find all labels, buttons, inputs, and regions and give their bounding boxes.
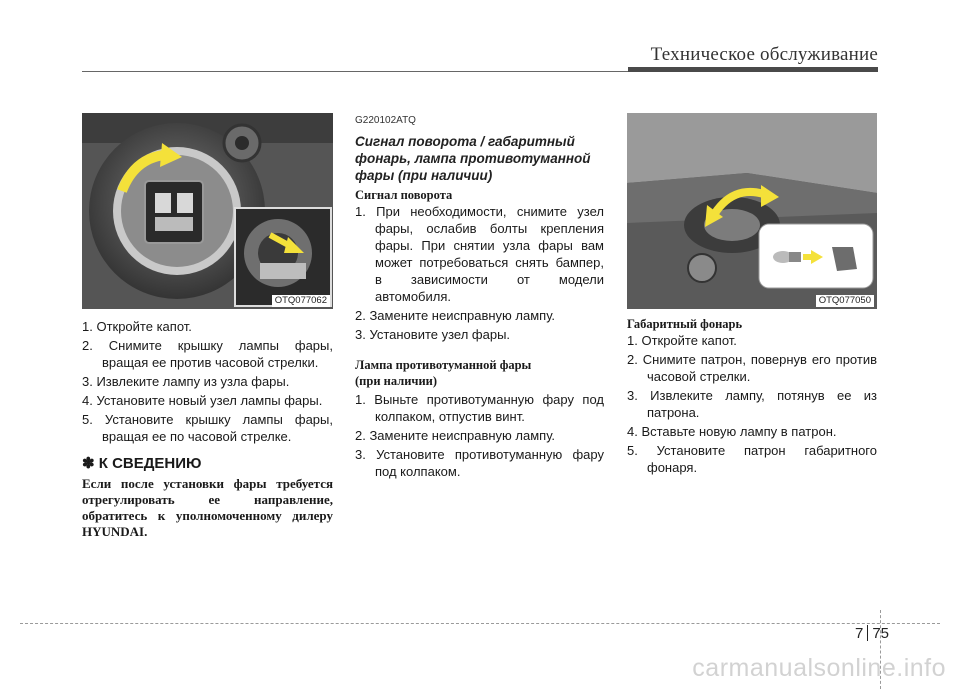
notice-heading bbox=[82, 455, 333, 472]
page-number bbox=[855, 625, 889, 642]
headlamp-steps bbox=[82, 318, 333, 445]
chapter-number: 7 bbox=[855, 625, 864, 642]
position-lamp-photo bbox=[627, 113, 877, 309]
list-item: 5. Установите крышку лампы фары, вращая ее по часовой стрелке. bbox=[82, 412, 333, 444]
list-item: 4. Установите новый узел лампы фары. bbox=[82, 393, 323, 408]
notice-text: Если после установки фары требуется отрегулировать ее направление, обратитесь к уполномоченному дилеру HYUNDAI. bbox=[82, 476, 333, 539]
page-number-separator bbox=[867, 625, 868, 641]
turn-signal-steps bbox=[355, 203, 604, 343]
list-item: 3. Извлеките лампу, потянув ее из патрона. bbox=[627, 388, 877, 420]
column-position-lamp bbox=[627, 316, 877, 478]
position-lamp-steps bbox=[627, 332, 877, 476]
section-code: G220102ATQ bbox=[355, 115, 416, 126]
headlamp-photo bbox=[82, 113, 333, 309]
photo-caption: OTQ077062 bbox=[272, 295, 330, 307]
list-item: 2. Снимите патрон, повернув его против часовой стрелки. bbox=[627, 352, 877, 384]
column-headlamp-steps bbox=[82, 318, 333, 540]
fog-lamp-steps bbox=[355, 391, 604, 480]
column-turn-signal bbox=[355, 112, 604, 482]
photo-caption: OTQ077050 bbox=[816, 295, 874, 307]
list-item: 2. Снимите крышку лампы фары, вращая ее против часовой стрелки. bbox=[82, 338, 333, 370]
list-item: 1. Выньте противотуманную фару под колпаком, отпустив винт. bbox=[355, 392, 604, 424]
watermark: carmanualsonline.info bbox=[692, 654, 946, 682]
list-item: 1. Откройте капот. bbox=[82, 319, 192, 334]
list-item: 3. Извлеките лампу из узла фары. bbox=[82, 374, 290, 389]
headlamp-illustration bbox=[82, 113, 333, 309]
subheading-line: Лампа противотуманной фары bbox=[355, 358, 532, 372]
list-item: 4. Вставьте новую лампу в патрон. bbox=[627, 424, 837, 439]
list-item: 5. Установите патрон габаритного фонаря. bbox=[627, 443, 877, 475]
subheading-turn-signal: Сигнал поворота bbox=[355, 188, 453, 202]
page-number-value: 75 bbox=[872, 625, 890, 642]
notice-title: К СВЕДЕНИЮ bbox=[98, 455, 202, 472]
subheading-fog-lamp bbox=[355, 357, 604, 389]
section-heading: Сигнал поворота / габаритный фонарь, лампа противотуманной фары (при наличии) bbox=[355, 134, 591, 183]
list-item: 2. Замените неисправную лампу. bbox=[355, 428, 556, 443]
list-item: 3. Установите узел фары. bbox=[355, 327, 511, 342]
footer-rule bbox=[20, 623, 940, 624]
position-lamp-illustration bbox=[627, 113, 877, 309]
list-item: 2. Замените неисправную лампу. bbox=[355, 308, 556, 323]
subheading-position-lamp: Габаритный фонарь bbox=[627, 317, 743, 331]
subheading-line: (при наличии) bbox=[355, 374, 438, 388]
list-item: 3. Установите противотуманную фару под колпаком. bbox=[355, 447, 604, 479]
header-rule-accent bbox=[628, 67, 878, 72]
list-item: 1. Откройте капот. bbox=[627, 333, 737, 348]
section-title: Техническое обслуживание bbox=[650, 44, 878, 65]
list-item: 1. При необходимости, снимите узел фары, ослабив болты крепления фары. При снятии узла фары вам может потребоваться снять бампер, в зависимости от модели автомобиля. bbox=[355, 204, 604, 304]
notice-icon: ✽ bbox=[82, 455, 95, 472]
